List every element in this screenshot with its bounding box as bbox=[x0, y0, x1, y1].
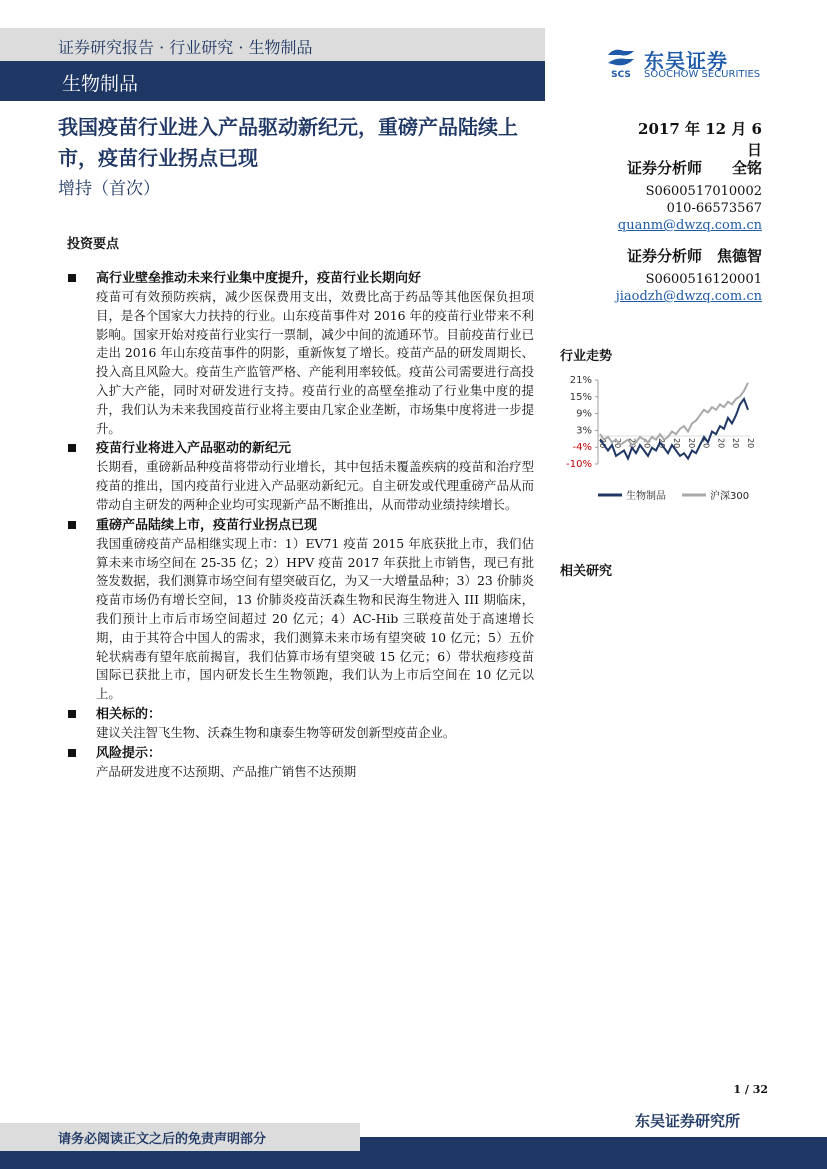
sector-title: 生物制品 bbox=[62, 73, 139, 95]
analyst-id: S0600516120001 bbox=[645, 272, 762, 287]
bullet-item bbox=[66, 517, 534, 704]
industry-trend-chart bbox=[560, 372, 760, 507]
footer-band bbox=[360, 1137, 827, 1169]
x-tick-label: 20 bbox=[686, 438, 696, 449]
bullet-text: 我国重磅疫苗产品相继实现上市：1）EV71 疫苗 2015 年底获批上市，我们估算未来市场空间在 25-35 亿；2）HPV 疫苗 2017 年获批上市销售，现已有批签发数据，我们测算市场空间有望突破百亿，为又一大增量品种；3）23 价肺炎疫苗市场仍有增长空间，13 价肺炎疫苗沃森生物和民海生物进入 III 期临床，我们预计上市后市场空间超过 20 亿元；4）AC-Hib 三联疫苗处于高速增长期，由于其符合中国人的需求，我们测算未来市场有望突破 10 亿元；5）五价轮状病毒有望年底前揭盲，我们估算市场有望突破 15 亿元；6）带状疱疹疫苗国际已获批上市，国内研发长生生物领跑，我们认为上市后空间在 10 亿元以上。 bbox=[96, 535, 534, 702]
x-tick-label: 20 bbox=[642, 438, 652, 449]
company-logo bbox=[604, 45, 774, 85]
analyst-card bbox=[560, 160, 762, 234]
legend-label: 沪深300 bbox=[710, 491, 750, 502]
report-title: 我国疫苗行业进入产品驱动新纪元，重磅产品陆续上市，疫苗行业拐点已现 bbox=[58, 115, 518, 170]
bullet-square-icon bbox=[68, 749, 76, 757]
analyst-id: S0600517010002 bbox=[645, 184, 762, 199]
bullet-item bbox=[66, 706, 534, 743]
bullet-text: 长期看，重磅新品种疫苗将带动行业增长，其中包括未覆盖疾病的疫苗和治疗型疫苗的推出，国内疫苗行业进入产品驱动新纪元。自主研发或代理重磅产品从而带动自主研发的两种企业均可实现新产品不断推出，从而带动业绩持续增长。 bbox=[96, 459, 534, 512]
bullet-heading: 风险提示： bbox=[96, 745, 162, 761]
series-line bbox=[600, 383, 748, 445]
bullet-item bbox=[66, 745, 534, 782]
bullet-heading: 高行业壁垒推动未来行业集中度提升，疫苗行业长期向好 bbox=[96, 271, 422, 286]
y-tick-label: 3% bbox=[576, 425, 592, 437]
key-points bbox=[66, 270, 534, 782]
x-tick-label: 20 bbox=[731, 438, 741, 449]
logo-en-text: SOOCHOW SECURITIES bbox=[644, 69, 761, 80]
header-breadcrumb-band bbox=[0, 28, 545, 61]
report-date: 2017 年 12 月 6 日 bbox=[638, 120, 762, 159]
bullet-heading: 相关标的： bbox=[96, 706, 162, 722]
x-tick-label: 20 bbox=[672, 438, 681, 449]
y-tick-label: -4% bbox=[572, 442, 592, 454]
analyst-card bbox=[560, 248, 762, 305]
footer-disclaimer: 请务必阅读正文之后的免责声明部分 bbox=[58, 1132, 267, 1147]
bullet-heading: 疫苗行业将进入产品驱动的新纪元 bbox=[96, 441, 292, 457]
y-tick-label: -10% bbox=[566, 459, 592, 470]
trend-label: 行业走势 bbox=[560, 349, 613, 364]
y-tick-label: 21% bbox=[569, 375, 592, 386]
x-tick-label: 20 bbox=[746, 438, 755, 449]
analyst-email[interactable]: jiaodzh@dwzq.com.cn bbox=[615, 289, 762, 304]
section-label: 投资要点 bbox=[67, 237, 120, 252]
footer-disclaimer-band bbox=[0, 1123, 360, 1151]
footer-band bbox=[0, 1151, 360, 1169]
bullet-square-icon bbox=[68, 521, 76, 529]
bullet-square-icon bbox=[68, 274, 76, 282]
analyst-name: 证券分析师 焦德智 bbox=[626, 247, 762, 265]
logo-mark-icon bbox=[604, 45, 638, 79]
analyst-phone: 010-66573567 bbox=[666, 201, 762, 216]
bullet-heading: 重磅产品陆续上市，疫苗行业拐点已现 bbox=[96, 517, 318, 533]
x-tick-label: 20 bbox=[627, 438, 637, 449]
x-tick-label: 20 bbox=[598, 438, 607, 449]
x-tick-label: 20 bbox=[657, 438, 667, 449]
bullet-text: 疫苗可有效预防疾病，减少医保费用支出，效费比高于药品等其他医保负担项目，是各个国家大力扶持的行业。山东疫苗事件对 2016 年的疫苗行业带来不利影响。国家开始对疫苗行业实行一票制，减少中间的流通环节。目前疫苗行业已走出 2016 年山东疫苗事件的阴影，重新恢复了增长。疫苗产品的研发周期长、投入高且风险大。疫苗生产监管严格、产能利用率较低。疫苗公司需要进行高投入扩大产能，同时对研发进行支持。疫苗行业的高壁垒推动了行业集中度的提升，我们认为未来我国疫苗行业将主要由几家企业垄断，市场集中度将进一步提升。 bbox=[96, 289, 534, 436]
sector-band bbox=[0, 61, 545, 101]
bullet-square-icon bbox=[68, 444, 76, 452]
bullet-item bbox=[66, 270, 534, 438]
y-tick-label: 9% bbox=[576, 408, 592, 420]
analyst-email[interactable]: quanm@dwzq.com.cn bbox=[617, 218, 762, 233]
page-number: 1 / 32 bbox=[733, 1083, 768, 1096]
x-tick-label: 20 bbox=[612, 438, 622, 449]
rating: 增持（首次） bbox=[58, 179, 160, 199]
footer-institute: 东吴证券研究所 bbox=[635, 1112, 741, 1130]
breadcrumb: 证券研究报告 · 行业研究 · 生物制品 bbox=[58, 38, 313, 57]
bullet-text: 建议关注智飞生物、沃森生物和康泰生物等研发创新型疫苗企业。 bbox=[96, 724, 456, 740]
bullet-item bbox=[66, 440, 534, 514]
related-research-label: 相关研究 bbox=[560, 564, 613, 579]
bullet-text: 产品研发进度不达预期、产品推广销售不达预期 bbox=[96, 763, 357, 779]
series-line bbox=[600, 399, 748, 459]
logo-cn-text: 东吴证券 bbox=[644, 49, 728, 73]
logo-mark-text: SCS bbox=[611, 70, 631, 79]
bullet-square-icon bbox=[68, 710, 76, 718]
x-tick-label: 20 bbox=[701, 438, 711, 449]
x-tick-label: 20 bbox=[716, 438, 726, 449]
y-tick-label: 15% bbox=[569, 391, 592, 403]
legend-label: 生物制品 bbox=[626, 491, 666, 502]
analyst-name: 证券分析师 全铭 bbox=[626, 159, 762, 177]
